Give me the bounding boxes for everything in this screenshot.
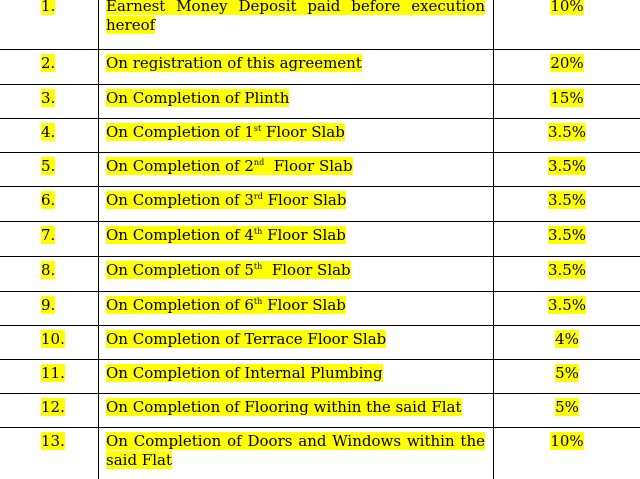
table-row: [0, 50, 640, 85]
installment-number-cell: [0, 50, 99, 85]
table-row: [0, 153, 640, 187]
installment-percent: 20%: [550, 54, 584, 72]
installment-number: 10.: [41, 330, 65, 348]
installment-description: On registration of this agreement: [106, 54, 362, 72]
installment-description-cell: [99, 326, 494, 360]
installment-percent-cell: [494, 119, 640, 153]
table-row: [0, 257, 640, 292]
table-row: [0, 326, 640, 360]
ordinal-suffix: st: [253, 124, 262, 133]
installment-percent-cell: [494, 257, 640, 292]
installment-description-cell: [99, 428, 494, 479]
installment-percent-cell: [494, 360, 640, 394]
installment-percent-cell: [494, 50, 640, 85]
installment-number-cell: [0, 292, 99, 326]
installment-description: [106, 226, 346, 244]
installment-percent: 10%: [550, 0, 583, 15]
installment-percent: 3.5%: [547, 296, 587, 314]
installment-percent: 10%: [550, 432, 584, 450]
installment-number: 2.: [41, 54, 56, 72]
installment-number: 7.: [41, 226, 56, 244]
installment-description: On Completion of Terrace Floor Slab: [106, 330, 387, 348]
installment-percent: 4%: [555, 330, 579, 348]
installment-percent: 3.5%: [547, 191, 587, 209]
description-text: On Completion of 5: [106, 261, 254, 279]
installment-percent: 3.5%: [547, 226, 587, 244]
installment-number-cell: [0, 119, 99, 153]
installment-percent-cell: [494, 187, 640, 222]
installment-number: 5.: [41, 157, 56, 175]
description-text: Floor Slab: [262, 296, 346, 314]
installment-description: Earnest Money Deposit paid before execution hereof: [106, 0, 485, 34]
installment-percent: 5%: [555, 398, 579, 416]
table-row: [0, 394, 640, 428]
installment-number-cell: [0, 428, 99, 479]
installment-number: 6.: [41, 191, 56, 209]
installment-number-cell: [0, 85, 99, 119]
ordinal-suffix: th: [253, 297, 263, 306]
installment-percent: 5%: [555, 364, 579, 382]
installment-percent-cell: [494, 153, 640, 187]
installment-description: [106, 123, 345, 141]
installment-description: On Completion of Flooring within the said Flat: [106, 398, 462, 416]
installment-number-cell: [0, 153, 99, 187]
installment-number-cell: [0, 187, 99, 222]
description-text: Floor Slab: [262, 191, 347, 209]
description-text: Floor Slab: [264, 157, 353, 175]
description-text: On Completion of 2: [106, 157, 254, 175]
installment-description-cell: [99, 0, 494, 50]
table-row: [0, 360, 640, 394]
installment-number: 12.: [41, 398, 65, 416]
installment-description-cell: [99, 394, 494, 428]
installment-number-cell: [0, 326, 99, 360]
installment-description: On Completion of Internal Plumbing: [106, 364, 383, 382]
installment-description: [106, 261, 351, 279]
description-text: On Completion of 4: [106, 226, 254, 244]
installment-description-cell: [99, 153, 494, 187]
installment-number: 3.: [41, 89, 56, 107]
table-row: [0, 119, 640, 153]
installment-number: 8.: [41, 261, 56, 279]
installment-number: 11.: [41, 364, 65, 382]
description-text: Floor Slab: [262, 226, 346, 244]
table-row: [0, 428, 640, 479]
installment-description-cell: [99, 85, 494, 119]
installment-percent: 3.5%: [547, 157, 587, 175]
table-row: [0, 0, 640, 50]
description-text: Floor Slab: [261, 123, 345, 141]
installment-number: 4.: [41, 123, 56, 141]
description-text: On Completion of 6: [106, 296, 254, 314]
installment-description-cell: [99, 292, 494, 326]
installment-description: [106, 191, 346, 209]
installment-number-cell: [0, 394, 99, 428]
ordinal-suffix: th: [253, 227, 263, 236]
installment-percent-cell: [494, 326, 640, 360]
ordinal-suffix: th: [253, 262, 263, 271]
table-row: [0, 222, 640, 257]
installment-percent-cell: [494, 0, 640, 50]
installment-percent-cell: [494, 428, 640, 479]
installment-description: On Completion of Plinth: [106, 89, 290, 107]
installment-percent: 3.5%: [547, 123, 587, 141]
ordinal-suffix: nd: [253, 158, 265, 167]
installment-description-cell: [99, 187, 494, 222]
installment-number-cell: [0, 0, 99, 50]
installment-number-cell: [0, 360, 99, 394]
description-text: On Completion of 3: [106, 191, 254, 209]
table-row: [0, 187, 640, 222]
installment-description: [106, 296, 346, 314]
installment-description: On Completion of Doors and Windows within the said Flat: [106, 432, 485, 469]
installment-number-cell: [0, 222, 99, 257]
installment-percent: 15%: [550, 89, 584, 107]
installment-description-cell: [99, 257, 494, 292]
installment-description-cell: [99, 222, 494, 257]
installment-number: 9.: [41, 296, 56, 314]
description-text: Floor Slab: [262, 261, 351, 279]
installment-percent-cell: [494, 292, 640, 326]
installment-description: [106, 157, 353, 175]
installment-percent: 3.5%: [547, 261, 587, 279]
installment-number: 1.: [41, 0, 55, 15]
installment-description-cell: [99, 119, 494, 153]
table-row: [0, 85, 640, 119]
ordinal-suffix: rd: [253, 192, 263, 201]
description-text: On Completion of 1: [106, 123, 254, 141]
installment-percent-cell: [494, 85, 640, 119]
installment-description-cell: [99, 360, 494, 394]
installment-number: 13.: [41, 432, 65, 450]
installment-number-cell: [0, 257, 99, 292]
table-row: [0, 292, 640, 326]
installment-percent-cell: [494, 394, 640, 428]
installment-description-cell: [99, 50, 494, 85]
installment-percent-cell: [494, 222, 640, 257]
